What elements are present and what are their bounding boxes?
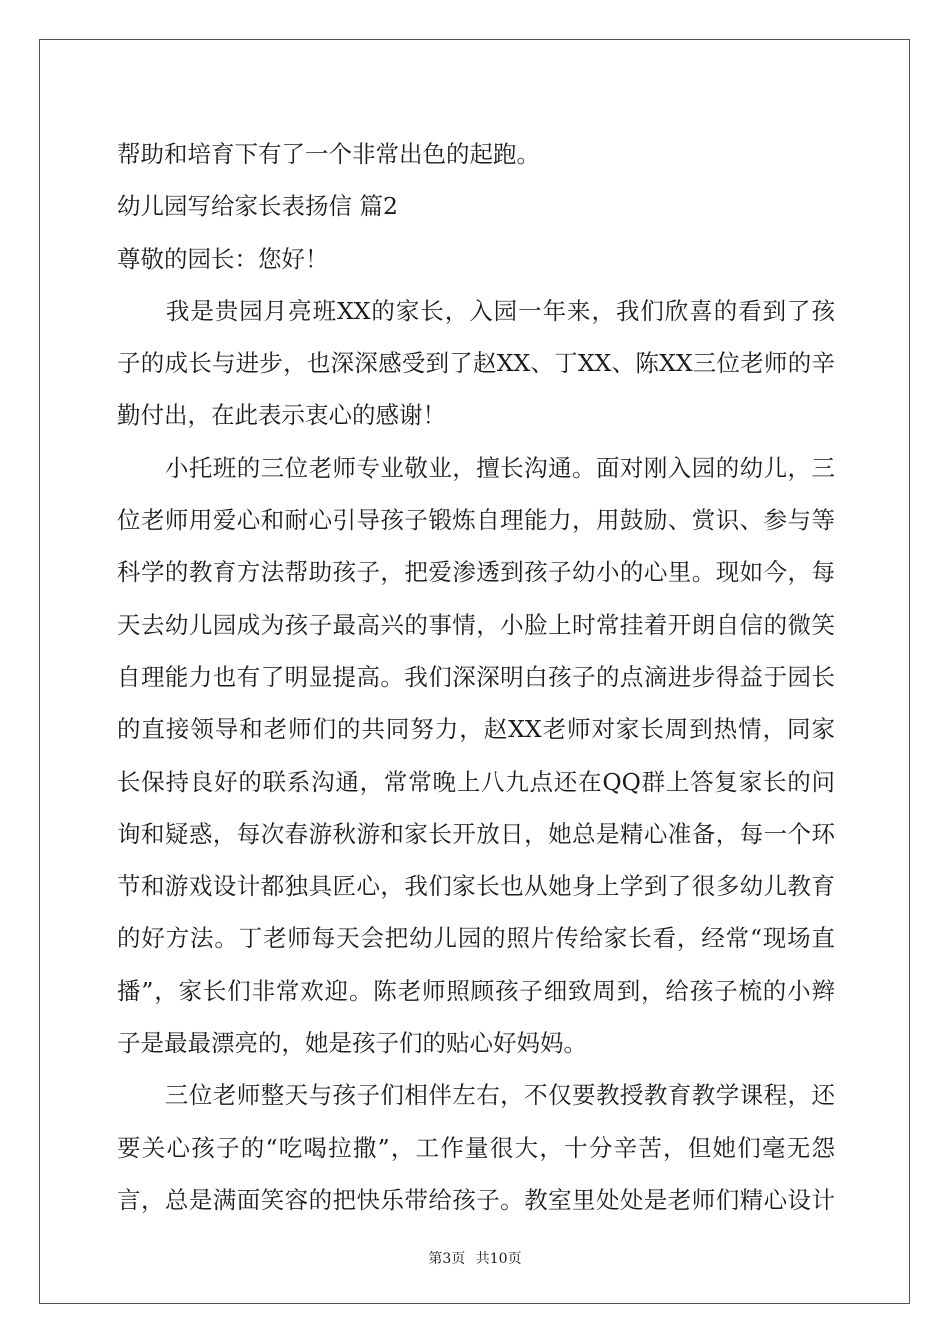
text-line: 自理能力也有了明显提高。我们深深明白孩子的点滴进步得益于园长 [117, 662, 835, 691]
section-heading: 幼儿园写给家长表扬信 篇2 [117, 192, 398, 221]
text-line: 天去幼儿园成为孩子最高兴的事情，小脸上时常挂着开朗自信的微笑 [117, 610, 835, 639]
page-total: 共10页 [475, 1251, 522, 1267]
text-line: 帮助和培育下有了一个非常出色的起跑。 [117, 140, 540, 168]
text-line: 我是贵园月亮班XX的家长，入园一年来，我们欣喜的看到了孩 [117, 296, 835, 325]
text-line: 节和游戏设计都独具匠心，我们家长也从她身上学到了很多幼儿教育 [117, 872, 835, 901]
text-line: 长保持良好的联系沟通，常常晚上八九点还在QQ群上答复家长的问 [117, 767, 835, 796]
text-line: 询和疑惑，每次春游秋游和家长开放日，她总是精心准备，每一个环 [117, 819, 835, 848]
text-line: 播”，家长们非常欢迎。陈老师照顾孩子细致周到，给孩子梳的小辫 [117, 976, 835, 1005]
text-line: 勤付出，在此表示衷心的感谢！ [117, 401, 446, 430]
page-number: 第3页 [428, 1251, 466, 1267]
text-line: 小托班的三位老师专业敬业，擅长沟通。面对刚入园的幼儿，三 [117, 453, 835, 482]
page-footer [0, 1248, 950, 1268]
text-line: 要关心孩子的“吃喝拉撒”，工作量很大，十分辛苦，但她们毫无怨 [117, 1133, 835, 1162]
text-line: 的好方法。丁老师每天会把幼儿园的照片传给家长看，经常“现场直 [117, 924, 835, 953]
text-line: 科学的教育方法帮助孩子，把爱渗透到孩子幼小的心里。现如今，每 [117, 558, 835, 587]
text-line: 位老师用爱心和耐心引导孩子锻炼自理能力，用鼓励、赏识、参与等 [117, 506, 835, 535]
document-body [117, 128, 835, 1226]
text-line: 三位老师整天与孩子们相伴左右，不仅要教授教育教学课程，还 [117, 1081, 835, 1110]
salutation: 尊敬的园长：您好！ [117, 244, 329, 273]
text-line: 言，总是满面笑容的把快乐带给孩子。教室里处处是老师们精心设计 [117, 1185, 835, 1214]
text-line: 的直接领导和老师们的共同努力，赵XX老师对家长周到热情，同家 [117, 715, 835, 744]
text-line: 子是最最漂亮的，她是孩子们的贴心好妈妈。 [117, 1029, 587, 1058]
text-line: 子的成长与进步，也深深感受到了赵XX、丁XX、陈XX三位老师的辛 [117, 349, 835, 378]
